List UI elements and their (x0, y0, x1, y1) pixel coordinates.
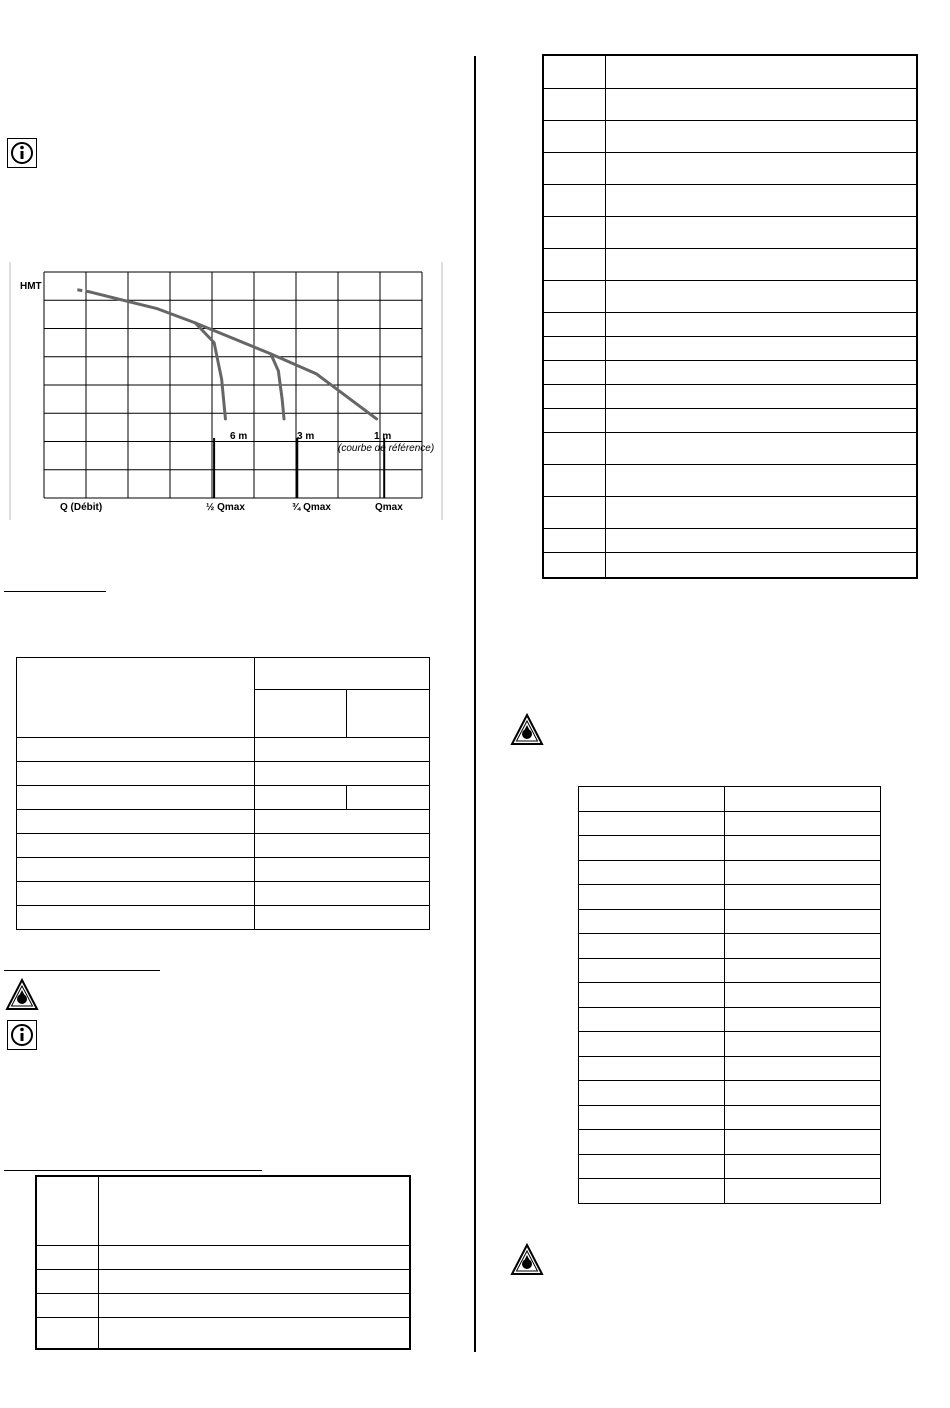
table-cell (98, 1245, 410, 1269)
table-cell (255, 810, 430, 834)
table-cell (725, 1032, 881, 1057)
table-cell (543, 432, 605, 464)
table-cell (725, 910, 881, 934)
chart-tick-half-qmax: ½ Qmax (206, 502, 245, 513)
table-cell (725, 1081, 881, 1106)
table-cell (605, 280, 917, 312)
table-cell (255, 762, 430, 786)
table-cell (605, 120, 917, 152)
table-cell (36, 1245, 98, 1269)
section-heading-underline (4, 591, 106, 592)
table-cell (579, 934, 725, 959)
column-divider (474, 56, 476, 1352)
warning-icon (510, 713, 544, 747)
series-label-6m: 6 m (230, 431, 248, 442)
table-cell (543, 384, 605, 408)
table-cell (605, 88, 917, 120)
table-cell (17, 834, 255, 858)
table-cell (605, 528, 917, 552)
table-cell (725, 983, 881, 1008)
table-cell (98, 1317, 410, 1349)
table-cell (579, 1155, 725, 1179)
table-cell (543, 496, 605, 528)
table-cell (17, 762, 255, 786)
table-cell (255, 786, 347, 810)
table-cell (605, 552, 917, 578)
table-cell (725, 1130, 881, 1155)
table-cell (347, 690, 430, 738)
table-cell (579, 1057, 725, 1081)
table-cell (17, 858, 255, 882)
table-cell (543, 152, 605, 184)
series-line-3m (271, 354, 284, 419)
table-cell (605, 336, 917, 360)
table-cell (725, 812, 881, 836)
table-cell (543, 280, 605, 312)
table-cell (605, 248, 917, 280)
table-cell (579, 1032, 725, 1057)
series-line-dashed-start (77, 290, 89, 292)
problems-table (35, 1175, 411, 1350)
table-cell (579, 959, 725, 983)
table-cell (605, 312, 917, 336)
table-cell (543, 312, 605, 336)
info-icon (7, 138, 37, 168)
table-cell (543, 88, 605, 120)
table-cell (255, 834, 430, 858)
table-cell (347, 786, 430, 810)
table-cell (17, 658, 255, 738)
table-cell (725, 1155, 881, 1179)
table-cell (725, 1008, 881, 1032)
table-cell (605, 464, 917, 496)
table-cell (255, 858, 430, 882)
table-cell (543, 120, 605, 152)
table-cell (543, 216, 605, 248)
table-cell (605, 360, 917, 384)
chart-tick-three-quarter-qmax: ¾ Qmax (292, 502, 331, 513)
table-cell (605, 432, 917, 464)
table-cell (579, 1179, 725, 1204)
table-cell (579, 812, 725, 836)
series-label-1m: 1 m (374, 431, 392, 442)
table-cell (579, 910, 725, 934)
table-cell (543, 528, 605, 552)
table-cell (543, 336, 605, 360)
table-cell (17, 786, 255, 810)
warning-icon (510, 1243, 544, 1277)
table-cell (543, 55, 605, 88)
table-cell (543, 464, 605, 496)
table-cell (255, 690, 347, 738)
table-cell (36, 1176, 98, 1245)
table-cell (579, 885, 725, 910)
table-cell (725, 861, 881, 885)
section-heading-underline (4, 970, 160, 971)
table-cell (725, 959, 881, 983)
chart-y-label: HMT (20, 281, 42, 292)
table-cell (98, 1176, 410, 1245)
table-cell (725, 885, 881, 910)
chart-x-label: Q (Débit) (60, 502, 103, 513)
table-cell (543, 248, 605, 280)
table-cell (36, 1293, 98, 1317)
table-cell (725, 1057, 881, 1081)
table-cell (543, 360, 605, 384)
table-cell (98, 1269, 410, 1293)
table-cell (543, 184, 605, 216)
table-cell (605, 55, 917, 88)
characteristics-table (16, 657, 430, 930)
table-cell (17, 738, 255, 762)
table-cell (725, 934, 881, 959)
table-cell (255, 882, 430, 906)
table-cell (579, 1008, 725, 1032)
maintenance-table (578, 786, 881, 1204)
table-cell (36, 1317, 98, 1349)
table-cell (543, 552, 605, 578)
table-cell (605, 384, 917, 408)
performance-chart-svg (8, 262, 444, 520)
table-cell (255, 738, 430, 762)
series-note-reference: (courbe de référence) (338, 443, 435, 454)
table-cell (255, 658, 430, 690)
parts-table (542, 54, 918, 579)
table-cell (605, 408, 917, 432)
section-heading-underline (4, 1170, 262, 1171)
table-cell (543, 408, 605, 432)
table-cell (725, 1179, 881, 1204)
table-cell (17, 882, 255, 906)
table-cell (579, 1130, 725, 1155)
chart-tick-qmax: Qmax (375, 502, 403, 513)
table-cell (36, 1269, 98, 1293)
table-cell (579, 861, 725, 885)
table-cell (605, 184, 917, 216)
table-cell (605, 152, 917, 184)
series-line-6m (195, 323, 225, 419)
table-cell (98, 1293, 410, 1317)
table-cell (579, 983, 725, 1008)
table-cell (579, 787, 725, 812)
series-line-1m (89, 292, 376, 419)
table-cell (579, 836, 725, 861)
table-cell (579, 1106, 725, 1130)
table-cell (725, 836, 881, 861)
table-cell (255, 906, 430, 930)
table-cell (17, 906, 255, 930)
series-label-3m: 3 m (297, 431, 315, 442)
table-cell (579, 1081, 725, 1106)
table-cell (605, 496, 917, 528)
table-cell (17, 810, 255, 834)
performance-chart (8, 262, 444, 520)
table-cell (725, 787, 881, 812)
table-cell (605, 216, 917, 248)
table-cell (725, 1106, 881, 1130)
warning-icon (5, 978, 39, 1012)
info-icon (7, 1020, 37, 1050)
